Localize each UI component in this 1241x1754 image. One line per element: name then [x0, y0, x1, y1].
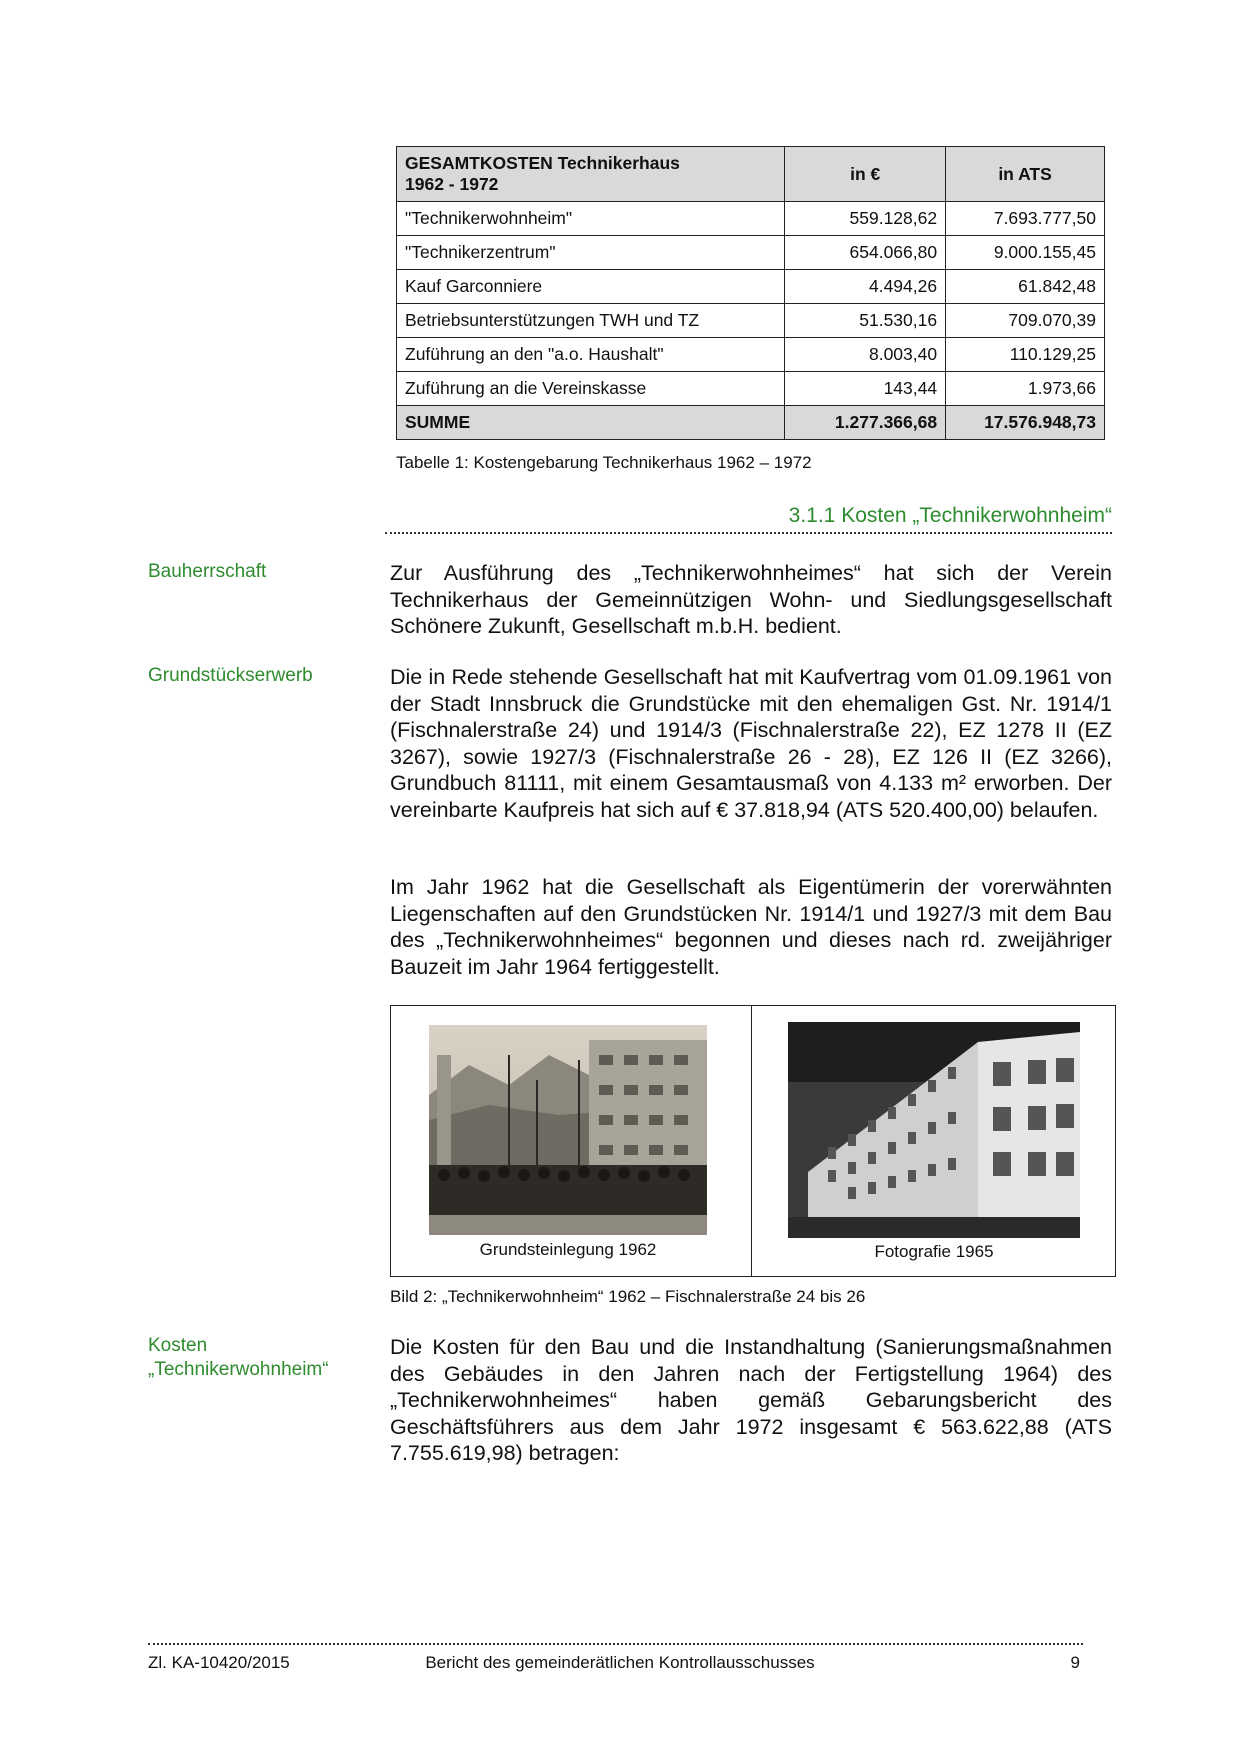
table-row [397, 304, 1105, 338]
figure-caption: Bild 2: „Technikerwohnheim“ 1962 – Fischnalerstraße 24 bis 26 [390, 1287, 866, 1306]
paragraph-bauherrschaft: Zur Ausführung des „Technikerwohnheimes“ hat sich der Verein Technikerhaus der Gemeinnützigen Wohn- und Siedlungsgesellschaft Schönere Zukunft, Gesellschaft m.b.H. bedient. [390, 561, 1112, 638]
section-heading: 3.1.1 Kosten „Technikerwohnheim“ [788, 504, 1112, 527]
table-row [397, 236, 1105, 270]
cost-table [396, 146, 1105, 440]
paragraph-kosten: Die Kosten für den Bau und die Instandhaltung (Sanierungsmaßnahmen des Gebäudes in den Jahren nach der Fertigstellung 1964) des „Technikerwohnheimes“ haben gemäß Gebarungsbericht des Geschäftsführers aus dem Jahr 1972 insgesamt € 563.622,88 (ATS 7.755.619,98) betragen: [390, 1335, 1112, 1465]
footer-reference: Zl. KA-10420/2015 [148, 1653, 290, 1672]
row-label: Zuführung an die Vereinskasse [397, 372, 785, 406]
paragraph-grundstueckserwerb: Die in Rede stehende Gesellschaft hat mit Kaufvertrag vom 01.09.1961 von der Stadt Innsbruck die Grundstücke mit den ehemaligen Gst. Nr. 1914/1 (Fischnalerstraße 24) und 1914/3 (Fischnalerstraße 22), EZ 1278 II (EZ 3267), sowie 1927/3 (Fischnalerstraße 26 - 28), EZ 126 II (EZ 3266), Grundbuch 81111, mit einem Gesamtausmaß von 4.133 m² erworben. Der vereinbarte Kaufpreis hat sich auf € 37.818,94 (ATS 520.400,00) belaufen. [390, 665, 1112, 822]
table-row [397, 270, 1105, 304]
photo-grundsteinlegung [429, 1025, 707, 1235]
column-header-ats: in ATS [946, 147, 1105, 202]
photo-divider [751, 1006, 752, 1276]
sum-label: SUMME [397, 406, 785, 440]
sum-ats: 17.576.948,73 [946, 406, 1105, 440]
sidebar-label-grundstueckserwerb: Grundstückserwerb [148, 665, 313, 686]
row-label: Betriebsunterstützungen TWH und TZ [397, 304, 785, 338]
table-row [397, 338, 1105, 372]
table-row [397, 202, 1105, 236]
footer-divider [148, 1643, 1083, 1645]
table-title-cell [397, 147, 785, 202]
row-eur: 654.066,80 [785, 236, 946, 270]
row-ats: 709.070,39 [946, 304, 1105, 338]
row-eur: 143,44 [785, 372, 946, 406]
row-eur: 4.494,26 [785, 270, 946, 304]
row-ats: 110.129,25 [946, 338, 1105, 372]
photo-figure [390, 1005, 1116, 1277]
paragraph-bau: Im Jahr 1962 hat die Gesellschaft als Eigentümerin der vorerwähnten Liegenschaften auf den Grundstücken Nr. 1914/1 und 1927/3 mit dem Bau des „Technikerwohnheimes“ begonnen und dieses nach rd. zweijähriger Bauzeit im Jahr 1964 fertiggestellt. [390, 875, 1112, 979]
row-eur: 559.128,62 [785, 202, 946, 236]
footer-title: Bericht des gemeinderätlichen Kontrollausschusses [425, 1653, 815, 1672]
table-sum-row [397, 406, 1105, 440]
photo-fotografie-1965 [788, 1022, 1080, 1238]
table-header-row [397, 147, 1105, 202]
row-eur: 51.530,16 [785, 304, 946, 338]
heading-divider [385, 532, 1112, 534]
row-label: Zuführung an den "a.o. Haushalt" [397, 338, 785, 372]
row-label: "Technikerwohnheim" [397, 202, 785, 236]
sidebar-label-kosten [148, 1334, 329, 1382]
sidebar-kosten-line2: „Technikerwohnheim“ [148, 1359, 329, 1380]
row-label: "Technikerzentrum" [397, 236, 785, 270]
table-row [397, 372, 1105, 406]
photo-caption-right: Fotografie 1965 [874, 1242, 994, 1261]
sidebar-label-bauherrschaft: Bauherrschaft [148, 561, 267, 582]
page-number: 9 [1070, 1653, 1080, 1672]
row-label: Kauf Garconniere [397, 270, 785, 304]
row-ats: 7.693.777,50 [946, 202, 1105, 236]
sidebar-kosten-line1: Kosten [148, 1335, 208, 1356]
table-caption: Tabelle 1: Kostengebarung Technikerhaus 1962 – 1972 [396, 453, 812, 472]
column-header-eur: in € [785, 147, 946, 202]
row-eur: 8.003,40 [785, 338, 946, 372]
photo-caption-left: Grundsteinlegung 1962 [479, 1240, 657, 1259]
row-ats: 61.842,48 [946, 270, 1105, 304]
sum-eur: 1.277.366,68 [785, 406, 946, 440]
table-title-line2: 1962 - 1972 [405, 174, 499, 194]
row-ats: 1.973,66 [946, 372, 1105, 406]
table-title-line1: GESAMTKOSTEN Technikerhaus [405, 153, 680, 173]
row-ats: 9.000.155,45 [946, 236, 1105, 270]
